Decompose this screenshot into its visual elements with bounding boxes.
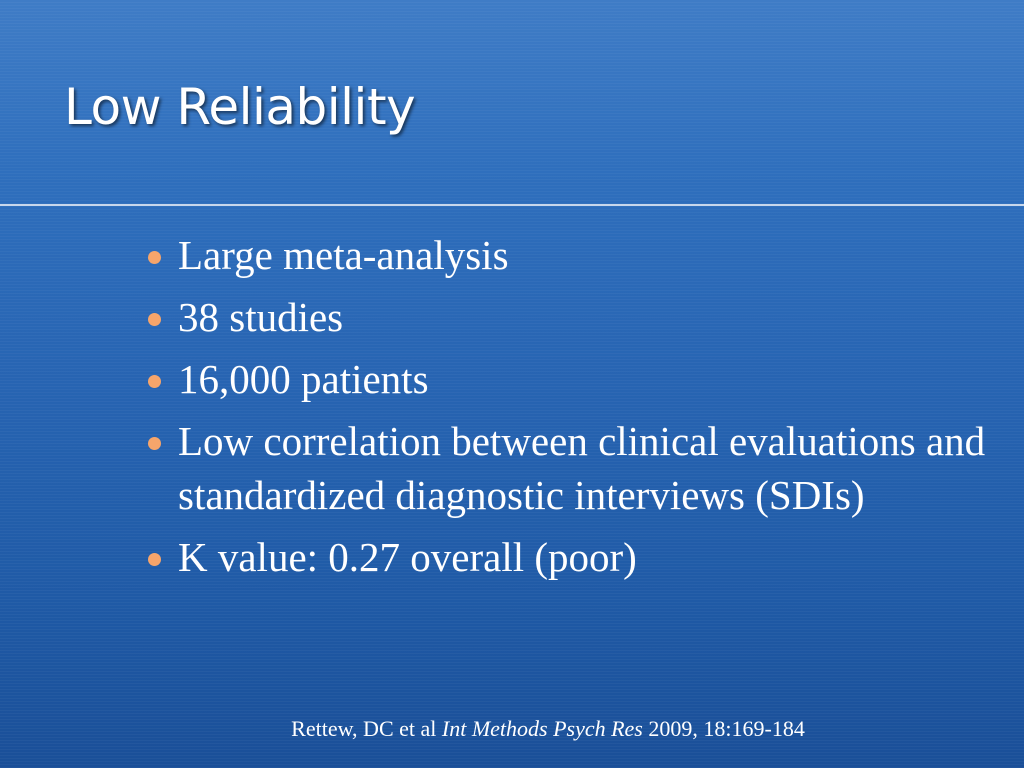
bullet-dot-icon (148, 251, 161, 264)
citation-journal: Int Methods Psych Res (441, 716, 643, 741)
bullet-dot-icon (148, 313, 161, 326)
bullet-text: 16,000 patients (178, 356, 429, 402)
bullet-text: Large meta-analysis (178, 232, 509, 278)
bullet-dot-icon (148, 375, 161, 388)
bullet-item (148, 228, 988, 282)
bullet-item (148, 530, 988, 584)
citation-details: 2009, 18:169-184 (648, 716, 805, 741)
bullet-text: K value: 0.27 overall (poor) (178, 534, 637, 580)
bullet-text: Low correlation between clinical evaluations and standardized diagnostic interviews (SDIs) (178, 418, 986, 518)
bullet-item (148, 290, 988, 344)
bullet-item (148, 414, 988, 522)
bullet-text: 38 studies (178, 294, 344, 340)
bullet-item (148, 352, 988, 406)
citation (0, 716, 1024, 742)
bullet-dot-icon (148, 553, 161, 566)
citation-authors: Rettew, DC et al (291, 716, 437, 741)
bullet-dot-icon (148, 437, 161, 450)
bullet-list (148, 228, 988, 592)
title-divider (0, 204, 1024, 206)
slide-title: Low Reliability (64, 78, 416, 136)
